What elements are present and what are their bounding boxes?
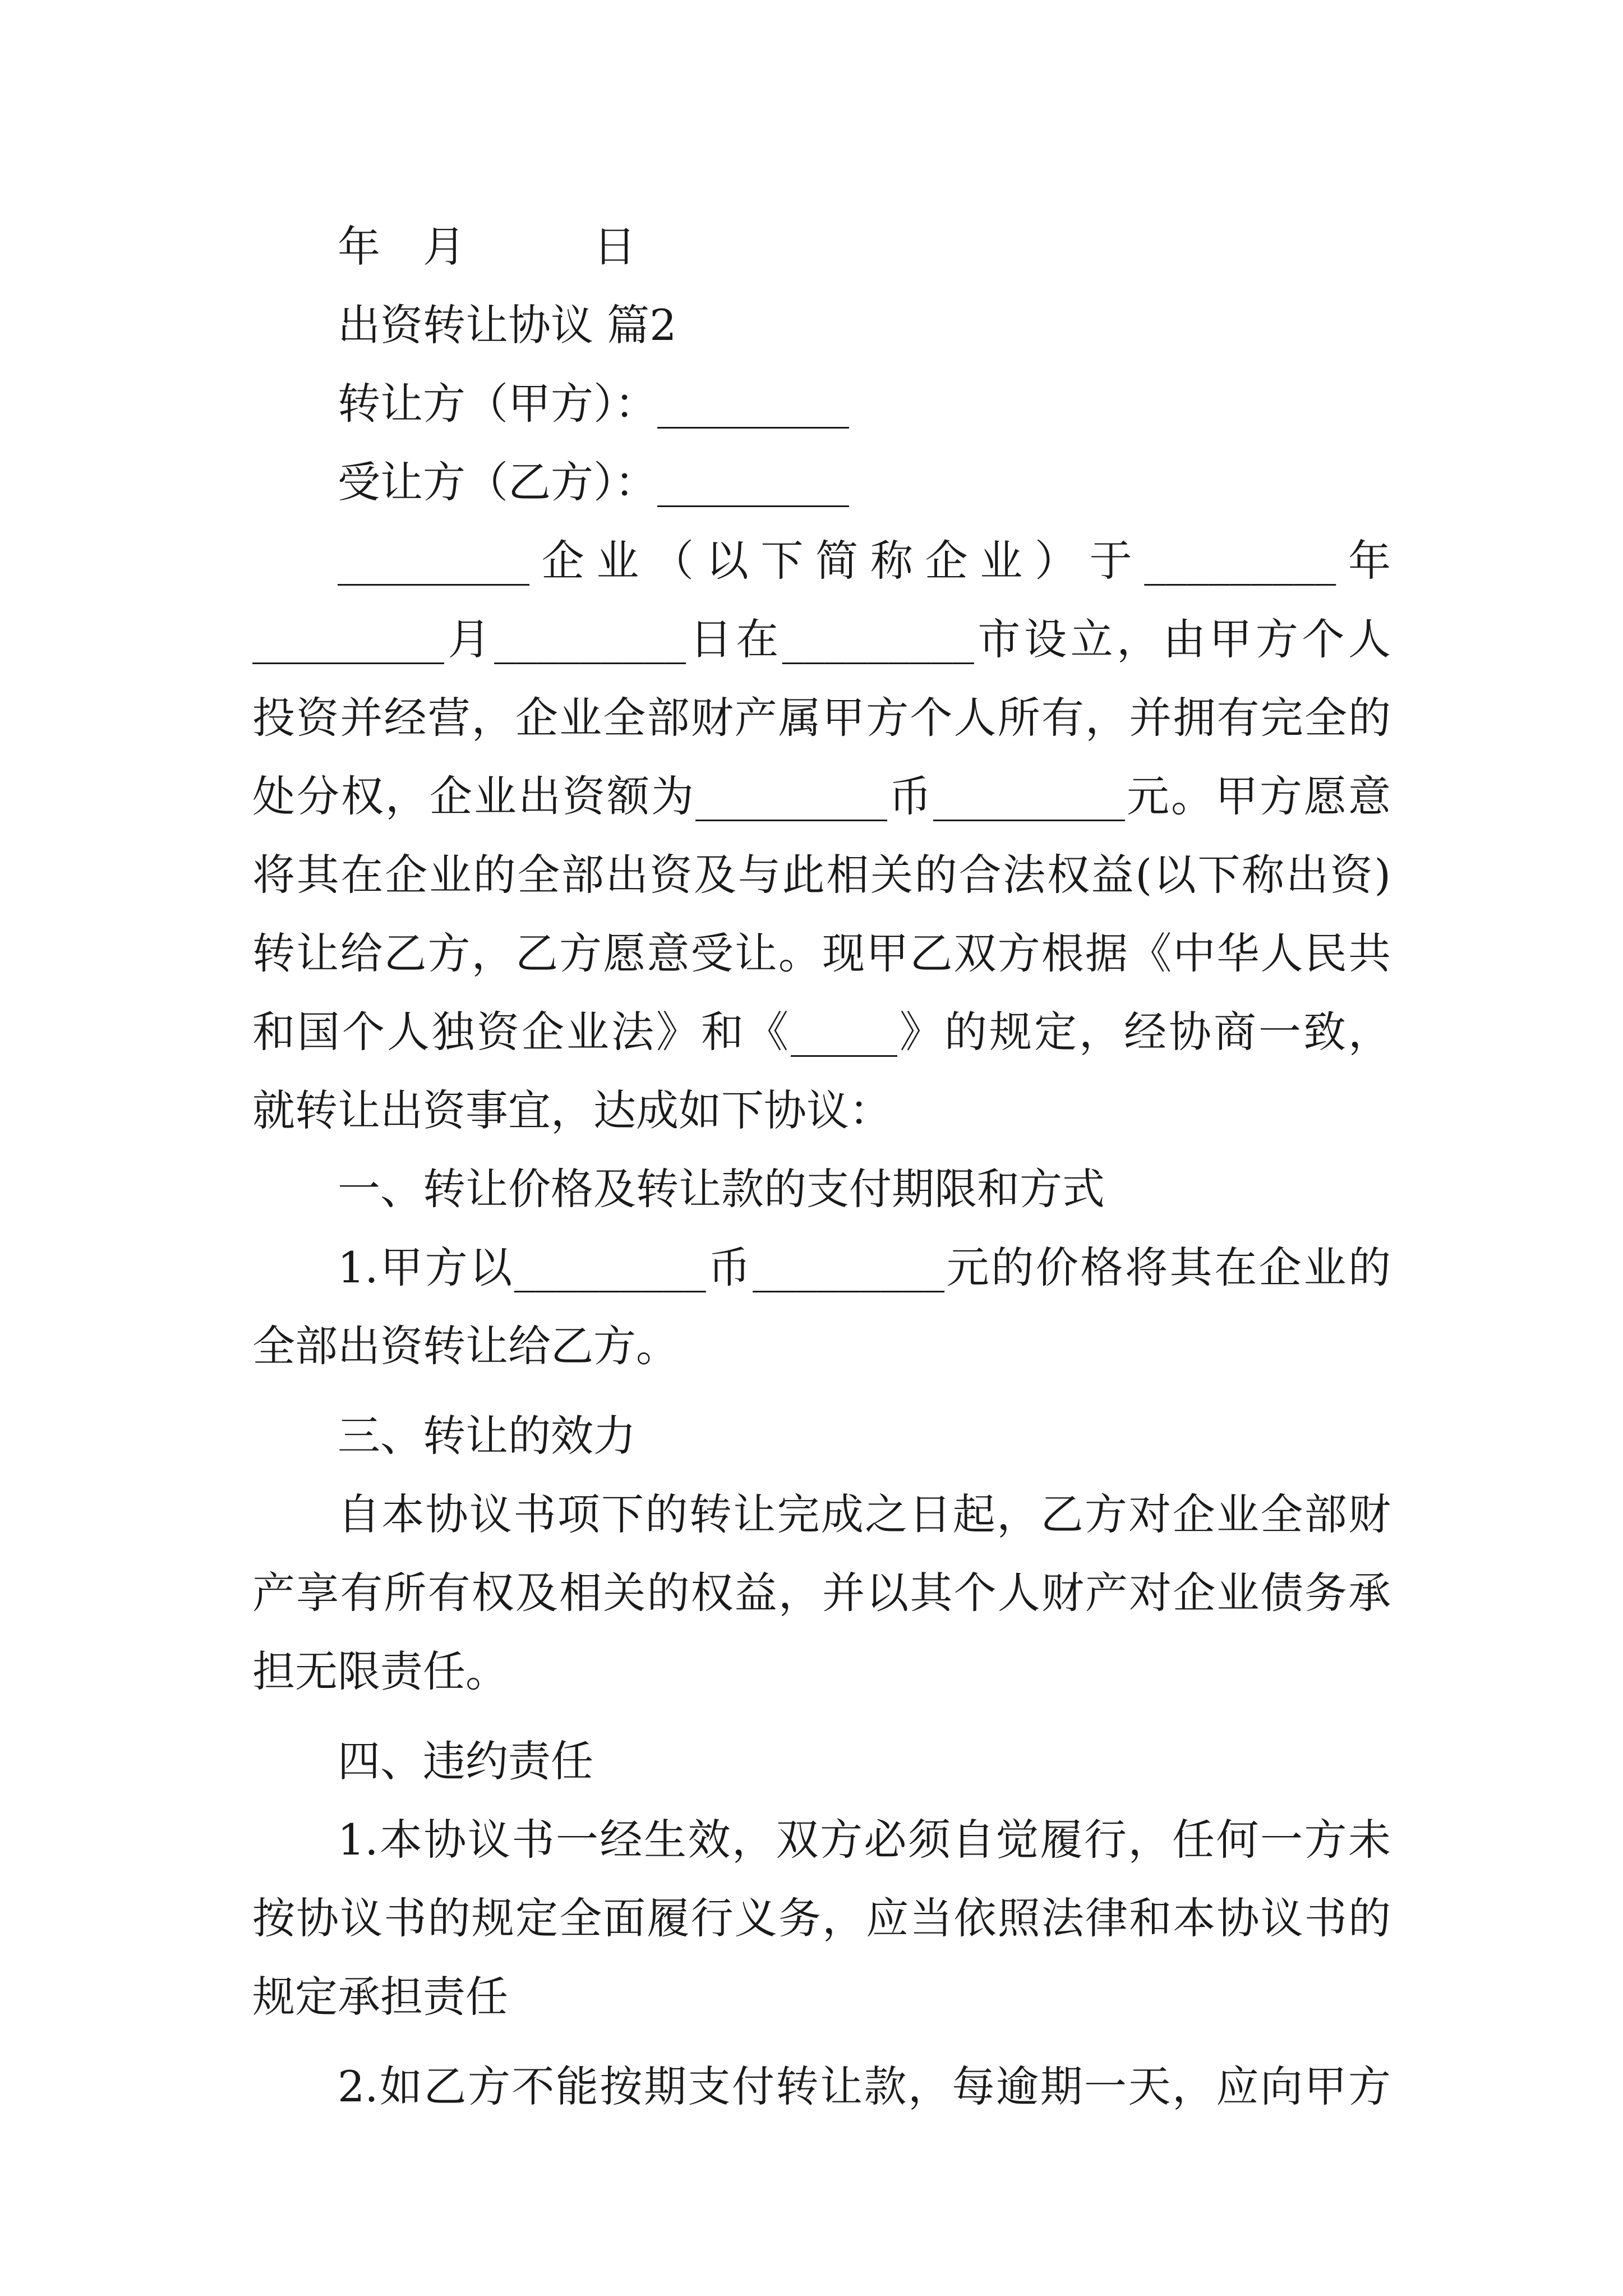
date-line: 年 月 日 xyxy=(338,222,636,272)
document-title: 出资转让协议 篇2 xyxy=(338,300,677,350)
paragraph-line: 投资并经营，企业全部财产属甲方个人所有，并拥有完全的 xyxy=(252,693,1391,743)
clause-line: 1.甲方以_________币_________元的价格将其在企业的 xyxy=(338,1243,1391,1292)
clause-line: 产享有所有权及相关的权益，并以其个人财产对企业债务承 xyxy=(252,1568,1391,1618)
clause-line: 担无限责任。 xyxy=(252,1646,508,1696)
section-heading: 一、转让价格及转让款的支付期限和方式 xyxy=(338,1164,1105,1214)
paragraph-line: _________企业（以下简称企业）于_________年 xyxy=(338,536,1391,586)
transferee-line: 受让方（乙方）：_________ xyxy=(338,457,849,507)
paragraph-line: 就转让出资事宜，达成如下协议： xyxy=(252,1085,892,1135)
clause-line: 2.如乙方不能按期支付转让款，每逾期一天，应向甲方 xyxy=(338,2062,1391,2111)
transferor-line: 转让方（甲方）：_________ xyxy=(338,379,849,429)
section-heading: 三、转让的效力 xyxy=(338,1411,636,1461)
clause-line: 1.本协议书一经生效，双方必须自觉履行，任何一方未 xyxy=(338,1815,1391,1865)
section-heading: 四、违约责任 xyxy=(338,1736,593,1786)
paragraph-line: 处分权，企业出资额为_________币_________元。甲方愿意 xyxy=(252,771,1391,821)
clause-line: 规定承担责任 xyxy=(252,1972,508,2022)
clause-line: 自本协议书项下的转让完成之日起，乙方对企业全部财 xyxy=(338,1489,1391,1539)
document-page xyxy=(252,208,1391,2126)
paragraph-line: 转让给乙方，乙方愿意受让。现甲乙双方根据《中华人民共 xyxy=(252,928,1391,978)
paragraph-line: 和国个人独资企业法》和《_____》的规定，经协商一致， xyxy=(252,1007,1391,1057)
paragraph-line: _________月_________日在_________市设立，由甲方个人 xyxy=(252,614,1391,664)
clause-line: 全部出资转让给乙方。 xyxy=(252,1321,679,1371)
paragraph-line: 将其在企业的全部出资及与此相关的合法权益(以下称出资) xyxy=(252,850,1391,900)
clause-line: 按协议书的规定全面履行义务，应当依照法律和本协议书的 xyxy=(252,1893,1391,1943)
